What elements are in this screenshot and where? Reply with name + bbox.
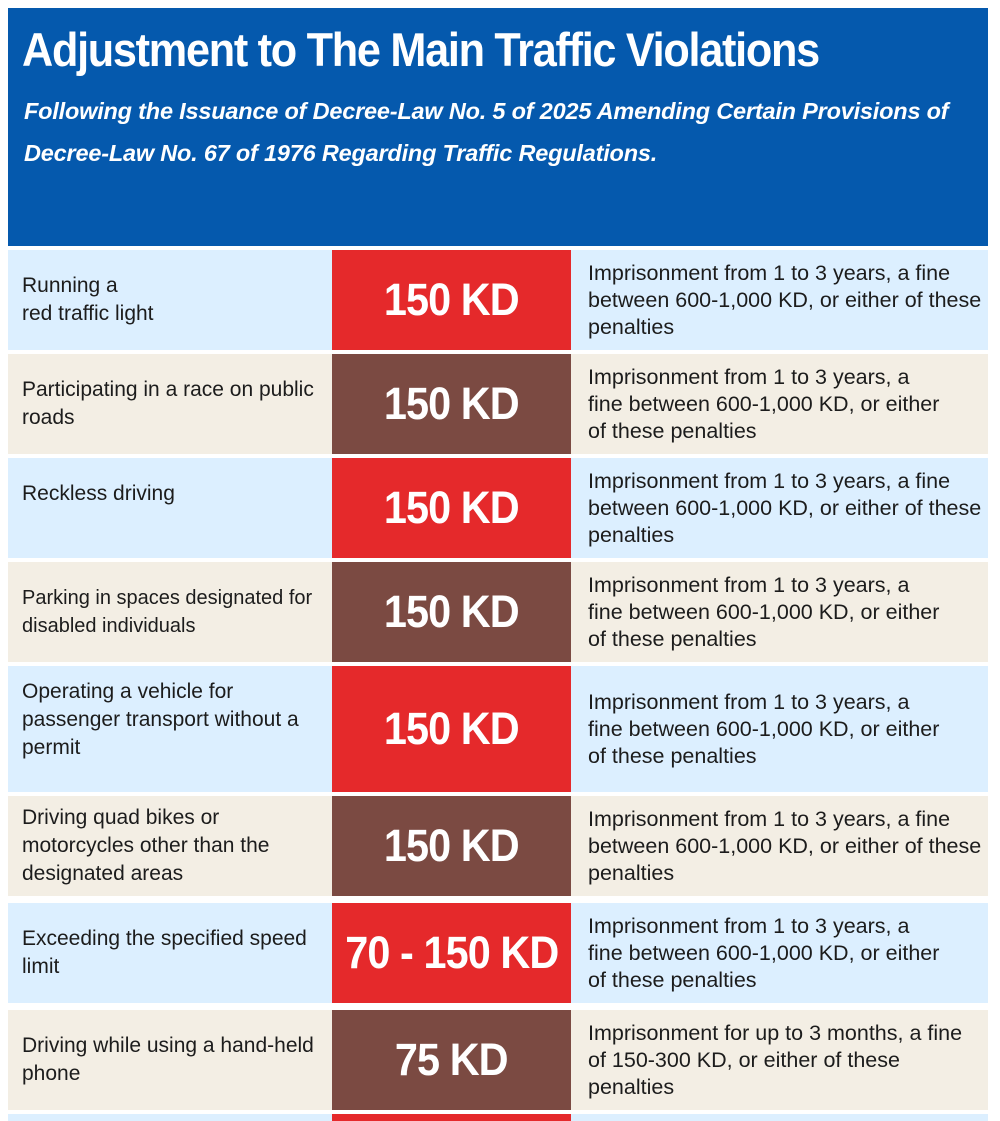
fine-text: 70 - 150 KD	[344, 927, 559, 978]
header-banner	[8, 8, 988, 246]
violation-row	[8, 562, 988, 662]
subtitle-line-2: Decree-Law No. 67 of 1976 Regarding Traffic Regulations.	[24, 140, 658, 166]
violation-label: Participating in a race on public roads	[22, 378, 314, 429]
fine-text: 150 KD	[384, 586, 519, 637]
fine-amount	[332, 796, 571, 896]
penalty-text: Imprisonment for up to 3 months, a fine of 150-300 KD, or either of these penalties	[588, 1020, 963, 1099]
penalty-text: Imprisonment from 1 to 3 years, a fine between 600-1,000 KD, or either of these penalties	[588, 913, 940, 992]
fine-amount	[332, 354, 571, 454]
violation-row	[8, 354, 988, 454]
penalty-text: Imprisonment from 1 to 3 years, a fine between 600-1,000 KD, or either of these penalties	[588, 468, 982, 547]
violation-label: Driving quad bikes or motorcycles other than the designated areas	[22, 806, 270, 885]
penalty-text: Imprisonment from 1 to 3 years, a fine between 600-1,000 KD, or either of these penalties	[588, 260, 982, 339]
violation-row	[8, 903, 988, 1003]
fine-amount	[332, 903, 571, 1003]
fine-amount	[332, 1010, 571, 1110]
fine-amount	[332, 666, 571, 792]
violation-row	[8, 796, 988, 896]
page-title: Adjustment to The Main Traffic Violations	[22, 23, 819, 76]
penalty-text: Imprisonment from 1 to 3 years, a fine between 600-1,000 KD, or either of these penalties	[588, 364, 940, 443]
violation-row	[8, 458, 988, 558]
violation-label: Parking in spaces designated for disabled individuals	[22, 587, 313, 637]
fine-text: 75 KD	[395, 1034, 508, 1085]
penalty-text: Imprisonment from 1 to 3 years, a fine between 600-1,000 KD, or either of these penalties	[588, 572, 940, 651]
fine-amount	[332, 562, 571, 662]
penalty-text: Imprisonment from 1 to 3 years, a fine between 600-1,000 KD, or either of these penalties	[588, 689, 940, 768]
fine-amount	[332, 458, 571, 558]
subtitle-line-1: Following the Issuance of Decree-Law No. 5 of 2025 Amending Certain Provisions of	[24, 98, 949, 124]
penalty-text: Imprisonment from 1 to 3 years, a fine between 600-1,000 KD, or either of these penalties	[588, 806, 982, 885]
fine-text: 150 KD	[384, 378, 519, 429]
fine-text: 150 KD	[384, 820, 519, 871]
violation-row	[8, 666, 988, 792]
violation-row	[8, 250, 988, 350]
fine-text: 150 KD	[384, 703, 519, 754]
violation-label: Driving while using a hand-held phone	[22, 1034, 314, 1085]
fine-text: 150 KD	[384, 482, 519, 533]
violation-label: Operating a vehicle for passenger transport without a permit	[22, 680, 299, 759]
violation-row	[8, 1010, 988, 1110]
subtitle	[24, 90, 984, 174]
next-fine-edge	[332, 1114, 571, 1121]
violation-label: Running a red traffic light	[22, 274, 154, 325]
fine-text: 150 KD	[384, 274, 519, 325]
violation-label: Reckless driving	[22, 482, 175, 505]
infographic	[8, 8, 988, 1121]
fine-amount	[332, 250, 571, 350]
violation-label: Exceeding the specified speed limit	[22, 927, 307, 978]
